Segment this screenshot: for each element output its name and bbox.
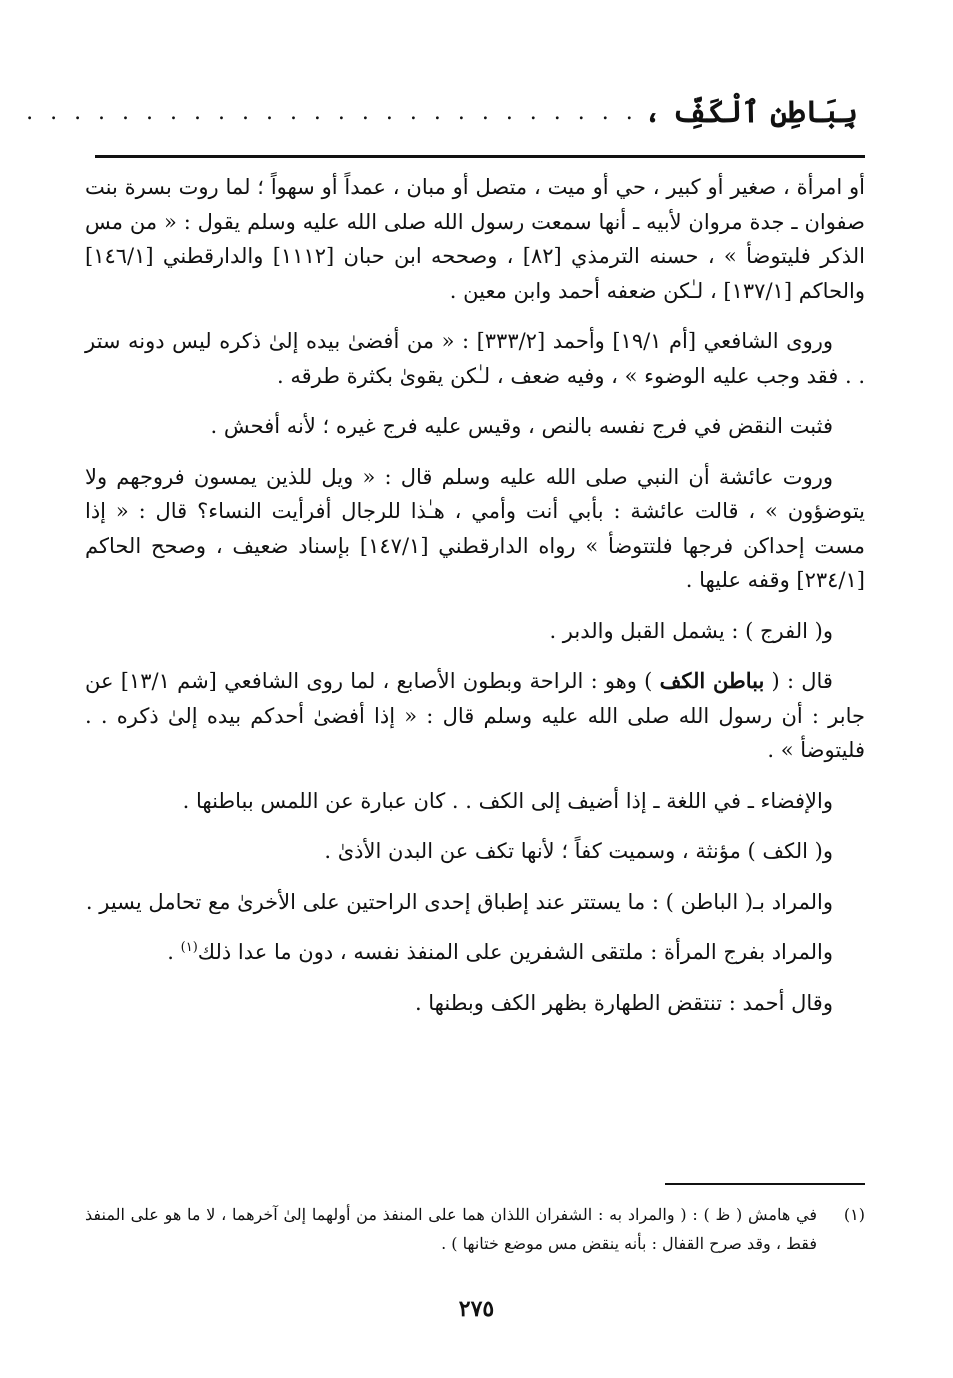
paragraph-11 (85, 986, 865, 1021)
paragraph-text: وروت عائشة أن النبي صلى الله عليه وسلم قال : « ويل للذين يمسون فروجهم ولا يتوضؤون » ، قالت عائشة : بأبي أنت وأمي ، هـٰذا للرجال أفرأيت النساء؟ قال : « إذا مست إحداكن فرجها فلتتوضأ » رواه الدارقطني [١٤٧/١] بإسناد ضعيف ، وصحح الحاكم [٢٣٤/١] وقفه عليها . (85, 464, 865, 592)
paragraph-text: و( الكف ) مؤنثة ، وسميت كفاً ؛ لأنها تكف عن البدن الأذىٰ . (324, 839, 833, 863)
paragraph-text: و( الفرج ) : يشمل القبل والدبر . (549, 618, 833, 643)
matn-quote: بباطن الكف (659, 668, 765, 693)
paragraph-text: والإفضاء ـ في اللغة ـ إذا أضيف إلى الكف . . كان عبارة عن اللمس بباطنها . (182, 788, 833, 813)
paragraph-text: والمراد بـ( الباطن ) : ما يستتر عند إطباق إحدى الراحتين على الأخرىٰ مع تحامل يسير . (85, 889, 833, 914)
header-rule (95, 155, 865, 158)
page-number: ٢٧٥ (458, 1296, 495, 1322)
paragraph-10 (85, 935, 865, 970)
paragraph-text-after: ) وهو : الراحة وبطون الأصابع ، لما روى الشافعي [شم ١٣/١] عن جابر : أن رسول الله صلى الله عليه وسلم قال : « إذا أفضىٰ أحدكم بيده إلىٰ ذكره . . فليتوضأ » . (85, 669, 865, 762)
footnote-rule (665, 1183, 865, 1185)
paragraph-7 (85, 784, 865, 819)
running-head-title: بِبَاطِنِ ٱلْكَفِّ ، (643, 95, 858, 130)
paragraph-text: وقال أحمد : تنتقض الطهارة بظهر الكف وبطنها . (414, 990, 833, 1015)
paragraph-text-after: . (167, 940, 181, 964)
paragraph-2 (85, 324, 865, 393)
running-head (26, 88, 858, 138)
paragraph-text: فثبت النقض في فرج نفسه بالنص ، وقيس عليه فرج غيره ؛ لأنه أفحش . (210, 414, 833, 438)
footnote (85, 1200, 865, 1258)
main-text (85, 170, 865, 1036)
paragraph-text-before: والمراد بفرج المرأة : ملتقى الشفرين على المنفذ نفسه ، دون ما عدا ذلك (197, 940, 833, 964)
paragraph-1 (85, 170, 865, 308)
paragraph-9 (85, 885, 865, 920)
paragraph-3 (85, 409, 865, 444)
footnote-text: في هامش ( ظ ) : ( والمراد به : الشفران اللذان هما على المنفذ من أولهما إلىٰ آخرهما ، لا ما هو على المنفذ فقط ، وقد صرح القفال : بأنه ينقض مس موضع ختانها ) . (85, 1205, 817, 1253)
paragraph-text: أو امرأة ، صغير أو كبير ، حي أو ميت ، متصل أو مبان ، عمداً أو سهواً ؛ لما روت بسرة بنت صفوان ـ جدة مروان لأبيه ـ أنها سمعت رسول الله صلى الله عليه وسلم يقول : « من مس الذكر فليتوضأ » ، حسنه الترمذي [٨٢] ، وصححه ابن حبان [١١١٢] والدارقطني [١٤٦/١] والحاكم [١٣٧/١] ، لـٰكن ضعفه أحمد وابن معين . (85, 175, 866, 303)
paragraph-6 (85, 664, 865, 768)
paragraph-5 (85, 614, 865, 649)
running-head-leader-dots: . . . . . . . . . . . . . . . . . . . . . . . . . . (26, 100, 638, 125)
paragraph-text-before: قال : ( (764, 669, 833, 693)
footnote-number: (١) (843, 1205, 865, 1224)
paragraph-8 (85, 834, 865, 869)
paragraph-text: وروى الشافعي [أم ١٩/١] وأحمد [٣٣٣/٢] : « من أفضىٰ بيده إلىٰ ذكره ليس دونه ستر . . فقد وجب عليه الوضوء » ، وفيه ضعف ، لـٰكن يقوىٰ بكثرة طرقه . (85, 329, 865, 388)
paragraph-4 (85, 460, 865, 598)
footnote-marker[interactable]: (١) (180, 940, 198, 955)
